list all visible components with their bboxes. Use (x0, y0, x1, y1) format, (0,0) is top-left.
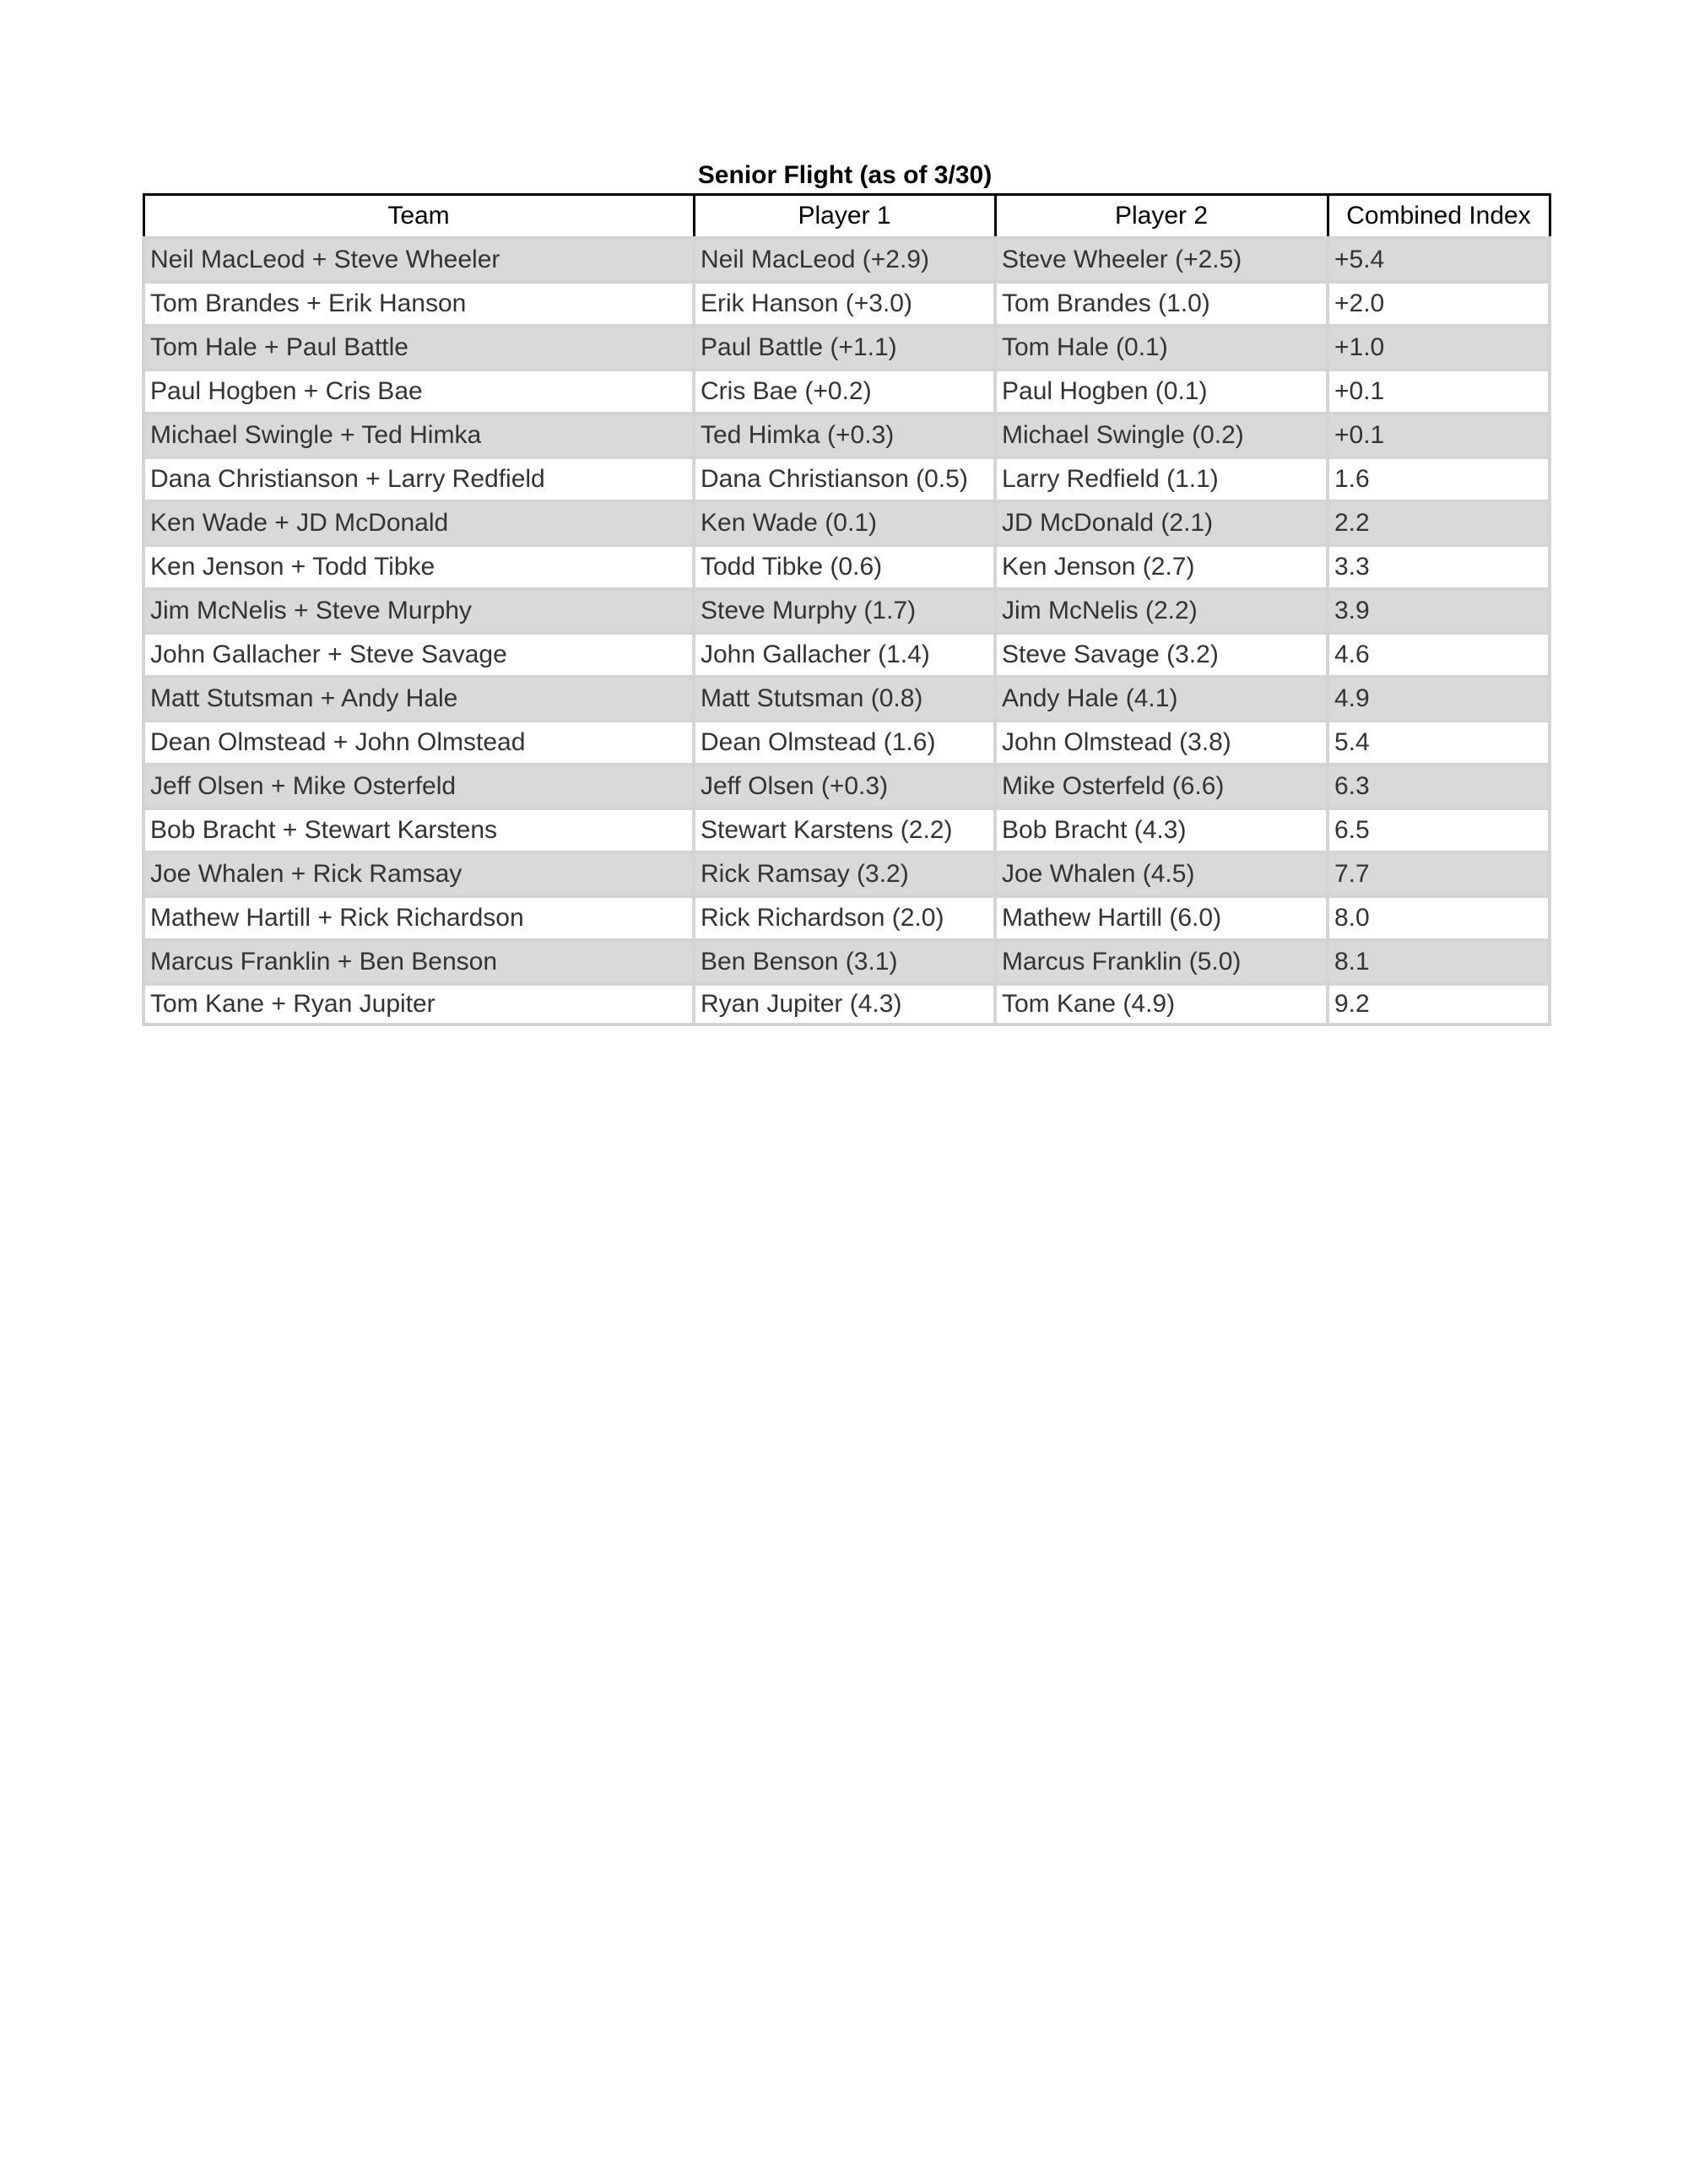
table-body (143, 238, 1550, 1024)
combined-index-cell: +2.0 (1328, 282, 1550, 326)
table-header-row (143, 195, 1550, 238)
team-cell: Mathew Hartill + Rick Richardson (143, 896, 694, 940)
combined-index-cell: 8.0 (1328, 896, 1550, 940)
player1-cell: Dean Olmstead (1.6) (694, 721, 995, 765)
combined-index-cell: 7.7 (1328, 852, 1550, 896)
table-row (143, 370, 1550, 414)
player1-cell: John Gallacher (1.4) (694, 633, 995, 677)
player2-cell: Tom Hale (0.1) (995, 326, 1328, 370)
table-row (143, 984, 1550, 1024)
table-row (143, 545, 1550, 589)
table-row (143, 501, 1550, 545)
player1-cell: Todd Tibke (0.6) (694, 545, 995, 589)
table-row (143, 852, 1550, 896)
player2-cell: Paul Hogben (0.1) (995, 370, 1328, 414)
team-cell: Matt Stutsman + Andy Hale (143, 677, 694, 721)
table-row (143, 238, 1550, 282)
combined-index-cell: 5.4 (1328, 721, 1550, 765)
combined-index-cell: 4.9 (1328, 677, 1550, 721)
table-row (143, 457, 1550, 501)
player2-cell: Jim McNelis (2.2) (995, 589, 1328, 633)
table-row (143, 326, 1550, 370)
combined-index-cell: 1.6 (1328, 457, 1550, 501)
header-player2: Player 2 (995, 195, 1328, 238)
table-row (143, 414, 1550, 457)
combined-index-cell: 3.3 (1328, 545, 1550, 589)
table-row (143, 677, 1550, 721)
table-row (143, 765, 1550, 808)
player1-cell: Stewart Karstens (2.2) (694, 808, 995, 852)
player2-cell: Bob Bracht (4.3) (995, 808, 1328, 852)
header-player1: Player 1 (694, 195, 995, 238)
combined-index-cell: +1.0 (1328, 326, 1550, 370)
table-row (143, 896, 1550, 940)
player1-cell: Paul Battle (+1.1) (694, 326, 995, 370)
team-cell: Michael Swingle + Ted Himka (143, 414, 694, 457)
player1-cell: Erik Hanson (+3.0) (694, 282, 995, 326)
combined-index-cell: 6.5 (1328, 808, 1550, 852)
document-title: Senior Flight (as of 3/30) (697, 161, 993, 189)
player1-cell: Matt Stutsman (0.8) (694, 677, 995, 721)
team-cell: Jim McNelis + Steve Murphy (143, 589, 694, 633)
team-cell: Tom Kane + Ryan Jupiter (143, 984, 694, 1024)
player1-cell: Ben Benson (3.1) (694, 940, 995, 984)
player1-cell: Rick Richardson (2.0) (694, 896, 995, 940)
team-cell: Ken Wade + JD McDonald (143, 501, 694, 545)
senior-flight-table (142, 193, 1551, 1026)
player1-cell: Ken Wade (0.1) (694, 501, 995, 545)
table-row (143, 282, 1550, 326)
combined-index-cell: 2.2 (1328, 501, 1550, 545)
team-cell: Marcus Franklin + Ben Benson (143, 940, 694, 984)
combined-index-cell: +0.1 (1328, 370, 1550, 414)
combined-index-cell: 4.6 (1328, 633, 1550, 677)
player1-cell: Neil MacLeod (+2.9) (694, 238, 995, 282)
header-team: Team (143, 195, 694, 238)
player2-cell: Mathew Hartill (6.0) (995, 896, 1328, 940)
player2-cell: Ken Jenson (2.7) (995, 545, 1328, 589)
player1-cell: Steve Murphy (1.7) (694, 589, 995, 633)
team-cell: Dean Olmstead + John Olmstead (143, 721, 694, 765)
team-cell: Dana Christianson + Larry Redfield (143, 457, 694, 501)
player2-cell: JD McDonald (2.1) (995, 501, 1328, 545)
player1-cell: Cris Bae (+0.2) (694, 370, 995, 414)
combined-index-cell: 8.1 (1328, 940, 1550, 984)
team-cell: Tom Brandes + Erik Hanson (143, 282, 694, 326)
player1-cell: Jeff Olsen (+0.3) (694, 765, 995, 808)
combined-index-cell: 9.2 (1328, 984, 1550, 1024)
table-row (143, 589, 1550, 633)
combined-index-cell: +0.1 (1328, 414, 1550, 457)
player2-cell: Joe Whalen (4.5) (995, 852, 1328, 896)
player1-cell: Rick Ramsay (3.2) (694, 852, 995, 896)
combined-index-cell: 3.9 (1328, 589, 1550, 633)
team-cell: Paul Hogben + Cris Bae (143, 370, 694, 414)
player2-cell: Larry Redfield (1.1) (995, 457, 1328, 501)
player2-cell: Steve Savage (3.2) (995, 633, 1328, 677)
player2-cell: Tom Brandes (1.0) (995, 282, 1328, 326)
player1-cell: Ryan Jupiter (4.3) (694, 984, 995, 1024)
player2-cell: Steve Wheeler (+2.5) (995, 238, 1328, 282)
player2-cell: John Olmstead (3.8) (995, 721, 1328, 765)
header-combined-index: Combined Index (1328, 195, 1550, 238)
player1-cell: Ted Himka (+0.3) (694, 414, 995, 457)
player2-cell: Michael Swingle (0.2) (995, 414, 1328, 457)
player2-cell: Andy Hale (4.1) (995, 677, 1328, 721)
team-cell: Ken Jenson + Todd Tibke (143, 545, 694, 589)
team-cell: Jeff Olsen + Mike Osterfeld (143, 765, 694, 808)
table-row (143, 940, 1550, 984)
player1-cell: Dana Christianson (0.5) (694, 457, 995, 501)
player2-cell: Mike Osterfeld (6.6) (995, 765, 1328, 808)
table-row (143, 633, 1550, 677)
combined-index-cell: +5.4 (1328, 238, 1550, 282)
player2-cell: Marcus Franklin (5.0) (995, 940, 1328, 984)
team-cell: Bob Bracht + Stewart Karstens (143, 808, 694, 852)
player2-cell: Tom Kane (4.9) (995, 984, 1328, 1024)
team-cell: Joe Whalen + Rick Ramsay (143, 852, 694, 896)
combined-index-cell: 6.3 (1328, 765, 1550, 808)
team-cell: Tom Hale + Paul Battle (143, 326, 694, 370)
table-row (143, 721, 1550, 765)
team-cell: Neil MacLeod + Steve Wheeler (143, 238, 694, 282)
team-cell: John Gallacher + Steve Savage (143, 633, 694, 677)
table-row (143, 808, 1550, 852)
